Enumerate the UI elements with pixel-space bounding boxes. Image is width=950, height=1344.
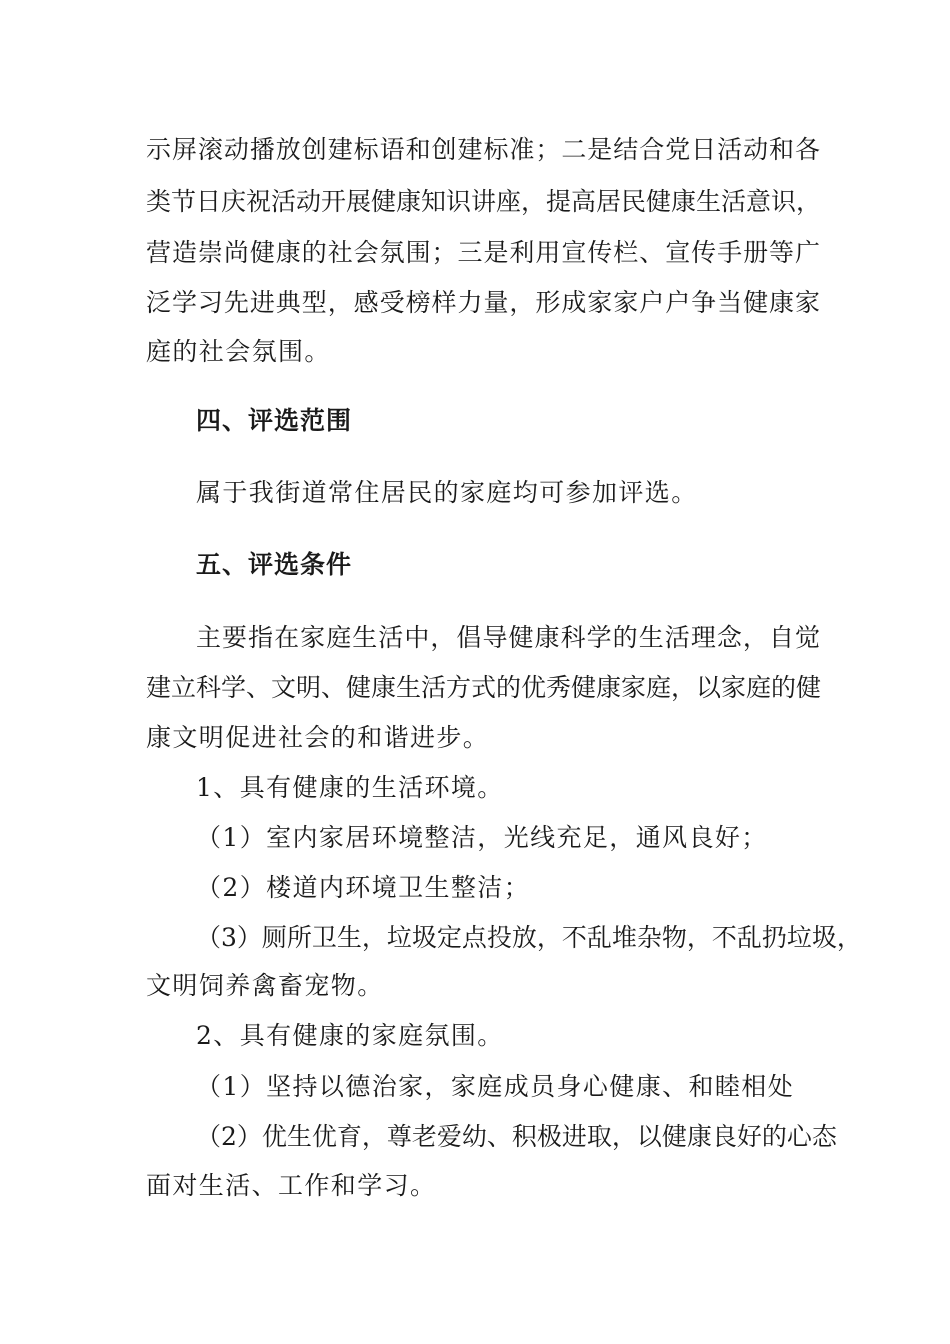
item1-sub3-line-1: （3）厕所卫生，垃圾定点投放，不乱堆杂物，不乱扔垃圾，	[196, 923, 862, 952]
intro-line-3: 营造崇尚健康的社会氛围；三是利用宣传栏、宣传手册等广	[146, 238, 820, 267]
intro-line-4: 泛学习先进典型，感受榜样力量，形成家家户户争当健康家	[146, 288, 820, 317]
intro-line-2: 类节日庆祝活动开展健康知识讲座，提高居民健康生活意识，	[146, 187, 822, 216]
item1-title: 1、具有健康的生活环境。	[196, 773, 504, 802]
item1-sub2: （2）楼道内环境卫生整洁；	[196, 873, 531, 902]
section5-intro-line-3: 康文明促进社会的和谐进步。	[146, 723, 490, 752]
item1-sub1: （1）室内家居环境整洁，光线充足，通风良好；	[196, 823, 768, 852]
intro-line-1: 示屏滚动播放创建标语和创建标准；二是结合党日活动和各	[146, 135, 820, 164]
item2-sub1: （1）坚持以德治家，家庭成员身心健康、和睦相处	[196, 1072, 795, 1101]
section4-heading: 四、评选范围	[196, 406, 353, 435]
item2-title: 2、具有健康的家庭氛围。	[196, 1021, 504, 1050]
section5-heading: 五、评选条件	[196, 550, 353, 579]
item2-sub2-line-1: （2）优生优育，尊老爱幼、积极进取，以健康良好的心态	[196, 1122, 837, 1151]
intro-line-5: 庭的社会氛围。	[146, 337, 331, 366]
section5-intro-line-2: 建立科学、文明、健康生活方式的优秀健康家庭，以家庭的健	[146, 673, 822, 702]
item1-sub3-line-2: 文明饲养禽畜宠物。	[146, 971, 384, 1000]
section5-intro-line-1: 主要指在家庭生活中，倡导健康科学的生活理念，自觉	[196, 623, 820, 652]
item2-sub2-line-2: 面对生活、工作和学习。	[146, 1171, 437, 1200]
section4-body: 属于我街道常住居民的家庭均可参加评选。	[196, 478, 698, 507]
